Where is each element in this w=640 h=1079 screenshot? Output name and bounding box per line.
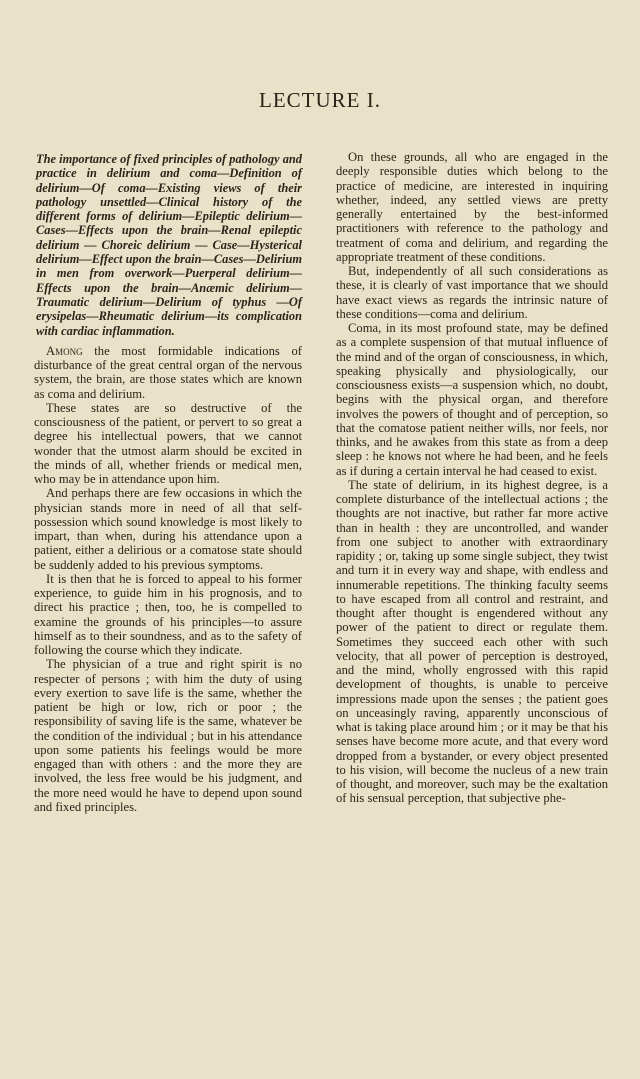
paragraph: On these grounds, all who are engaged in the deeply responsible duties which belong to the practice of medicine, are interested in inquiring whether, indeed, any settled views are pretty generally entertained by the best-informed practitioners with reference to the pathology and treatment of coma and delirium, and regarding the appropriate treatment of these conditions. xyxy=(336,150,608,264)
right-column xyxy=(336,150,608,806)
paragraph: But, independently of all such considerations as these, it is clearly of vast importance that we should have exact views as regards the intrinsic nature of these conditions—coma and delirium. xyxy=(336,264,608,321)
paragraph-text: the most formidable indications of disturbance of the great central organ of the nervous system, the brain, are those states which are known as coma and delirium. xyxy=(34,343,302,401)
paragraph: The state of delirium, in its highest degree, is a complete disturbance of the intellectual actions ; the thoughts are not inactive, but rather far more active than in health : they are uncontrolled, and wander from one subject to another with extraordinary rapidity ; or, taking up some single subject, they twist and turn it in every way and shape, with endless and innumerable repetitions. The thinking faculty seems to have escaped from all control and restraint, and thought after thought is engendered without any power of the patient to direct or regulate them. Sometimes they succeed each other with such velocity, that all power of perception is destroyed, and the mind, wholly engrossed with this rapid development of thoughts, is unable to perceive impressions made upon the senses ; the patient goes on unceasingly raving, apparently unconscious of what is taking place around him ; or it may be that his senses have become more acute, and that every word dropped from a bystander, or every object presented to his vision, will become the nucleus of a new train of thought, and moreover, such may be the exaltation of his sensual perception, that subjective phe- xyxy=(336,477,608,806)
page-title: LECTURE I. xyxy=(259,88,381,112)
paragraph: Coma, in its most profound state, may be defined as a complete suspension of that mutual influence of the mind and of the organ of consciousness, in which, speaking physically and physiologically, our consciousness exists—a suspension which, no doubt, begins with the physical organ, and therefore involves the powers of thought and of perception, so that the comatose patient neither wills, nor feels, nor thinks, and he awakes from this state as from a deep sleep : he knows not where he had been, and he feels as if during a certain interval he had ceased to exist. xyxy=(336,321,608,478)
paragraph xyxy=(34,344,302,401)
paragraph: These states are so destructive of the consciousness of the patient, or pervert to so great a degree his intellectual powers, that we cannot wonder that the utmost alarm should be excited in the minds of all, whether friends or medical men, who may be in attendance upon him. xyxy=(34,400,302,487)
lecture-summary: The importance of fixed principles of pathology and practice in delirium and coma—Definition of delirium—Of coma—Existing views of their pathology unsettled—Clinical history of the different forms of delirium—Epileptic delirium—Cases—Effects upon the brain—Renal epileptic delirium — Choreic delirium — Case—Hysterical delirium—Effect upon the brain—Cases—Delirium in men from overwork—Puerperal delirium—Effects upon the brain—Anæmic delirium—Traumatic delirium—Delirium of typhus —Of erysipelas—Rheumatic delirium—its complication with cardiac inflammation. xyxy=(36,152,302,338)
paragraph: It is then that he is forced to appeal to his former experience, to guide him in his prognosis, and to direct his practice ; then, too, he is compelled to examine the grounds of his principles—to assure himself as to their soundness, and as to the safety of following the course which they indicate. xyxy=(34,571,302,658)
left-column xyxy=(34,152,302,814)
paragraph: And perhaps there are few occasions in which the physician stands more in need of all that self-possession which sound knowledge is most likely to impart, than when, during his attendance upon a patient, either a delirious or a comatose state should be suddenly added to his previous symptoms. xyxy=(34,486,302,572)
paragraph: The physician of a true and right spirit is no respecter of persons ; with him the duty of using every exertion to save life is the same, whether the patient be high or low, rich or poor ; the responsibility of saving life is the same, whatever be the condition of the individual ; but in his attendance upon some patients his feelings would be more engaged than with others : and the more they are involved, the less free would be his judgment, and the more need would he have to depend upon sound and fixed principles. xyxy=(34,657,302,814)
opening-word: Among xyxy=(46,343,83,358)
